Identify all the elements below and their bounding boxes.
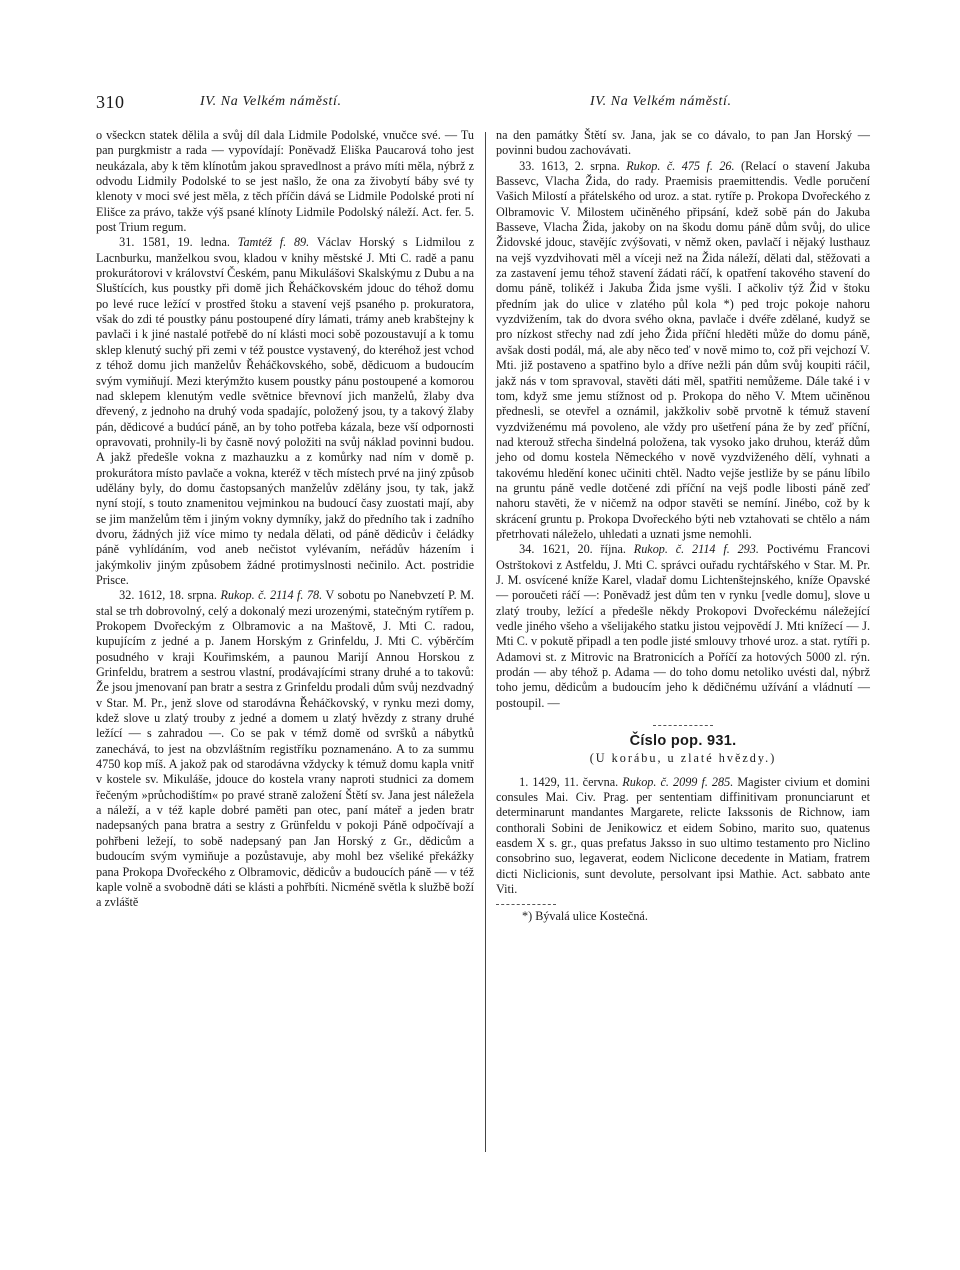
- entry-1-heading: 1. 1429, 11. června.: [519, 774, 619, 789]
- running-head-left: IV. Na Velkém náměstí.: [200, 94, 342, 109]
- continued-paragraph: o všeckcn statek dělila a svůj díl dala Lidmile Podolské, vnučce své. — Tu pan purgkmistr a rada — vypovídají: Poněvadž Eliška Paucarová toho jest neukázala, aby k těm klínotům jakou spravedlnost a právo míti měla, nýbrž z odvodu Lidmily Podolské to se jest našlo, že ona za živobytí báby své ty klenoty v moci své jest měla, z těch příčin dává se Lidmile Podolské proti ní Elišce za právo, takže výš psané klínoty Lidmile Podolský náleží. Act. fer. 5. post Trium regum.: [96, 128, 474, 235]
- entry-1-source: Rukop. č. 2099 f. 285.: [622, 774, 734, 789]
- page-header: [96, 92, 870, 116]
- entry-32: [96, 588, 474, 910]
- entry-33: [496, 159, 870, 543]
- entry-33-source: Rukop. č. 475 f. 26.: [626, 158, 735, 173]
- page-number: 310: [96, 92, 125, 112]
- section-title: Číslo pop. 931.: [629, 733, 737, 750]
- footnote-separator: [496, 904, 556, 905]
- continued-paragraph-right: na den památky Štětí sv. Jana, jak se co dávalo, to pan Jan Horský — povinni budou zachovávati.: [496, 128, 870, 158]
- entry-33-text: (Relací o stavení Jakuba Bassevc, Vlacha Žida, do rady. Praemisis praemittendis. Vedle poručení Vašich Milostí a přátelského od uroz. a stat. rytíře p. Prokopa Dvořeckého z Olbramovic V. Milostem učiněného připsání, kdež sobě pán do Jakuba Basseve, Vlacha Žida, jakoby on na škodu domu páně dům svůj, do ulice Židovské jdouc, stavějíc zvýšovati, v němž oken, pavlačí i nějaký lusthauz na vejš vyzdvihovati měl a víceji než na Žida náleží, dělati dal, stěžovati a za zastavení jemu téhož stavení žádati ráčí, k opatření takového stavení do domu páně, tolikéž i Jakuba Žida jsme vyšli. I ačkoliv týž Žid v štoku předním jak do ulice v zlatého půl kola *) ped trojc pokoje nahoru vyzdvižením, tak do dvora svého okna, pavlače i dvéře zdělané, kudyž se pro nízkost střechy nad zdí jeho Žida příční hleděti může do domu páně, avšak dosti podál, má, ale aby něco teď v nově mimo to, což při vejchozí V. Mti. již postaveno a spatřino bylo a dříve nežli pán dům svůj koupiti ráčil, jakž nás v tom spravoval, stavěti dáti měl, spatřiti nemůžeme. Dále také i v tom, když sme jemu stížnost od p. Prokopa do něho V. Mtem učiněnou přednesli, se otevřel a oznámil, jakžkoliv sobě prvotně k témuž stavení vyzdviženému má povoleno, ale vždy pro ušetření pána že by zeď příční, nad kterouž střecha šindelná položena, tak vysoko jako druhou, kteráž dům jeho od domu kostela Německého v nově vyzdviženého dělí, vyhnati a takovému hledění konec učiniti chtěl. Nadto vejše jestliže by se pánu líbilo na gruntu páně vedle dotčené zdi příční na vejš podle libosti páně zeď nahoru stavěti, že v ničemž na odpor stavěti se nemíní. Jinébo, což by k skrácení gruntu p. Prokopa Dvořeckého býti neb vztahovati se chtělo a nám přetrhovati náleželo, uhledati a uznati jsme nemohli.: [496, 158, 871, 541]
- footnote: *) Bývalá ulice Kostečná.: [522, 908, 648, 923]
- entry-31-heading: 31. 1581, 19. ledna.: [119, 235, 230, 250]
- entry-31-source: Tamtéž f. 89.: [237, 235, 310, 250]
- entry-34-heading: 34. 1621, 20. října.: [519, 542, 626, 557]
- running-head-right: IV. Na Velkém náměstí.: [590, 94, 732, 109]
- entry-31: [96, 235, 474, 588]
- entry-1: [496, 775, 870, 898]
- entry-34-text: Poctivému Francovi Ostrštokovi z Astfeldu, J. Mti C. správci ouřadu rychtářského v Star. M. Pr. J. M. osvícené kníže Karel, vladař domu Lichtenštejnského, kníže Opavské — poroučeti ráčí —: Poněvadž jest dům ten v rynku [vedle domu], slove u zlatý trouby, ležící a předešle někdy Prokopovi Dvořeckému náležející vedle jiného všeho a všelijakého statku jistou vejpovědí J. Mti knížecí — J. Mti C. v pokutě připadl a ten podle jisté smlouvy trhové uroz. a stat. rytíři p. Adamovi st. z Mitrovic na Bratronicích a Poříčí za hotových 5000 zl. rýn. prodán — aby téhož p. Adama — do toho domu netoliko uvésti dal, nýbrž toho jemu, dědicům a budoucím jeho k dědičnému užívání a vládnutí — postoupil. —: [496, 542, 871, 710]
- entry-32-heading: 32. 1612, 18. srpna.: [119, 588, 217, 603]
- entry-34: [496, 542, 870, 711]
- section-separator: [653, 725, 713, 726]
- entry-33-heading: 33. 1613, 2. srpna.: [519, 158, 620, 173]
- entry-31-text: Václav Horský s Lidmilou z Lacnburku, manželkou svou, kladou v knihy městské J. Mti C. radě a panu prokurátorovi v království Českém, panu Mikulášovi Skalskýmu z Dubu a na Sluštících, kus poustky při domě jich Řeháčkovském jdouc do téhož domu po levé ruce ležící v prostřed štoku a stavení vejš psaného p. prokuratora, však do zdi té poustky pánu postoupené díry lámati, trámy aneb krabštejny k pavlači i k jiné nastalé potřebě do ní klásti moci sobě pozoustavují a k tomu sklep klenutý suchý při zemi v též poustce vystavený, do kteréhož jest vchod z téhož domu jich manželův Řeháčkovského, sobě, dědicuom a budoucím svým vymiňují. Mezi kterýmžto kusem poustky pánu postoupené a komorou nad sklepem klenutým vedle světnice břevnoví jich manželů, žlaby dva dřevený, z jednoho na druhý voda spadajíc, položený jsou, ty a takový žlaby pán, dědicové a budúcí páně, an by toho potřeba kázala, beze vší odpornosti opravovati, prohnily-li by časně nový položiti na svůj náklad povinni budou. A jakž předešle vokna z mazhauzku a z komůrky nad ním v domě p. prokurátora místo pavlače a vokna, kteréž v těch místech prvé na jiný způsob udělány byly, do domu častopsaných manželův zdělány jsou, ty tak, jakž nyní stojí, s touto znamenitou vejminkou na budoucí časy zuostati mají, aby se jim manželům těm i jiným vokny dymníky, jakž do předního tak i zadního dvoru, žádných již více mimo ty nedala dělati, od páně dědicův i čeládky páně vyhlídáním, vod aneb nečistot vylévaním, neřádův házením i jakýmkoliv jiným způsobem žádné protimyslnosti nečinilo. Act. postridie Prisce.: [96, 235, 475, 587]
- entry-1-text: Magister civium et domini consules Mai. Civ. Prag. per sententiam diffinitivam pronunciarunt et determinarunt mandantes Margarete, relicte Iakssonis de Richnow, iam conthorali Sobini de Jenikowicz et eidem Sobino, marito suo, quatenus easdem X s. gr., quas prefatus Jaksso in suo ultimo testamento pro Niclino consobrino suo, legaverat, eodem Niclicone decedente in Matiam, fratrem dicti Niclicionis, sunt devolute, persolvant ipsi Mathie. Act. sabbato ante Viti.: [496, 774, 870, 897]
- entry-34-source: Rukop. č. 2114 f. 293.: [633, 542, 759, 557]
- entry-32-text: V sobotu po Nanebvzetí P. M. stal se trh dobrovolný, celý a dokonalý mezi urozenými, statečným rytířem p. Prokopem Dvořeckým z Olbramovic a na Maštově, J. Mti C. radou, kupujícím z jedné a p. Janem Horským z Grinfeldu, J. Mti C. výběrčím posudného v kraji Kouřimském, a paunou Marijí Annou Horskou z Grinfeldu, bratrem a sestrou vlastní, prodávajícími strany druhé a to takovů: Že jsou jmenovaní pan bratr a sestra z Grinfeldu prodali dům svůj nezdvadný v Star. M. Pr., jenž slove od starodávna Řeháčkovský, v rynku mezi domy, kdež slove u zlatý trouby z jedné a domem u zlatý hvězdy z strany druhé ležící — s zahradou —. Co se pak v témž domě od svršků a nábytků zanechává, to jest na obzvláštním registříku poznamenáno. A to za summu 4750 kop míš. A jakož pak od starodávna vždycky k témuž domu kapla vnitř v kostele sv. Mikuláše, jdouce do kostela vrany naproti studnici za domem řečeným »průchodištím« po pravé straně založení Štětí sv. Jana jest náležela a náleží, a v též kaple dobré paměti pan otec, paní máteř a jeden bratr nadepsaných pana bratra a sestry z Grünfeldu v pokoji Páně odpočívají a pohřbeni ležejí, to sobě nadepsaný pan Jan Horský z Gr., dědicům a budoucím svým vymiňuje a pozůstavuje, aby mohl bez všeliké překážky pana Prokopa Dvořeckého z Olbramovic, dědicův a budoucích páně — v též kaple volně a svobodně dáti se klásti a pohřbíti. Nicméně světla k službě boží a zvláště: [96, 588, 475, 910]
- section-subtitle: (U korábu, u zlaté hvězdy.): [589, 751, 777, 766]
- column-divider: [485, 132, 486, 1152]
- right-column: [496, 128, 870, 924]
- left-column: [96, 128, 474, 911]
- entry-32-source: Rukop. č. 2114 f. 78.: [220, 588, 323, 603]
